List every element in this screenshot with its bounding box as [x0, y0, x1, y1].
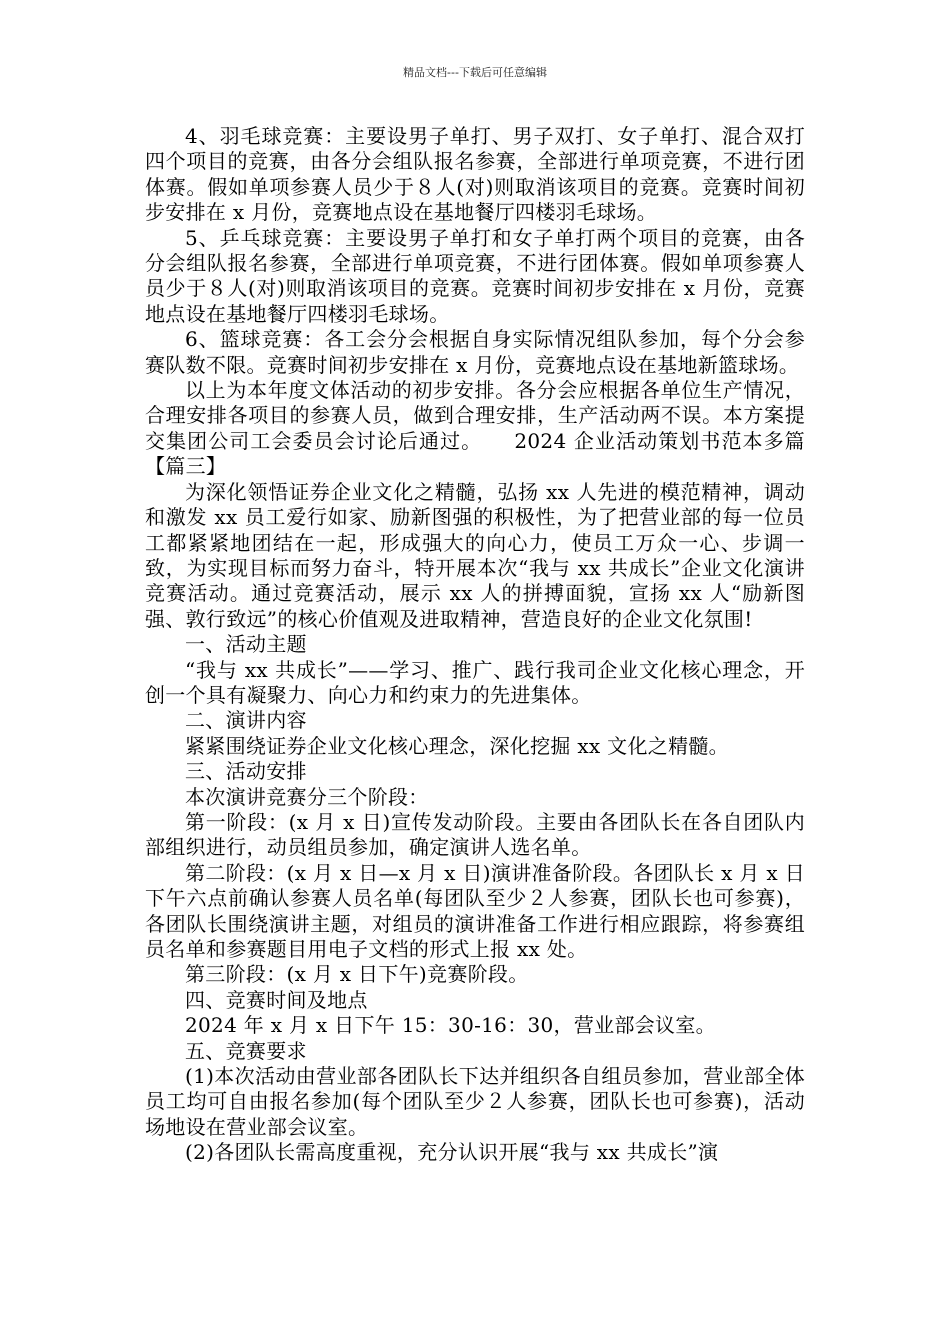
heading-speech-content: 二、演讲内容: [185, 708, 307, 733]
paragraph-speech-content: 紧紧围绕证券企业文化核心理念，深化挖掘 xx 文化之精髓。: [185, 733, 729, 758]
paragraph-table-tennis: 5、乒乓球竞赛：主要设男子单打和女子单打两个项目的竞赛，由各分会组队报名参赛，全部进行单项竞赛，不进行团体赛。假如单项参赛人员少于８人(对)则取消该项目的竞赛。竞赛时间初步安排在 x 月份，竞赛地点设在基地餐厅四楼羽毛球场。: [145, 225, 805, 326]
paragraph-badminton: 4、羽毛球竞赛：主要设男子单打、男子双打、女子单打、混合双打四个项目的竞赛，由各分会组队报名参赛，全部进行单项竞赛，不进行团体赛。假如单项参赛人员少于８人(对)则取消该项目的竞赛。竞赛时间初步安排在 x 月份，竞赛地点设在基地餐厅四楼羽毛球场。: [145, 124, 805, 225]
paragraph-intro: 为深化领悟证券企业文化之精髓，弘扬 xx 人先进的模范精神，调动和激发 xx 员工爱行如家、励新图强的积极性，为了把营业部的每一位员工都紧紧地团结在一起，形成强大的向心力，使员工万众一心、步调一致，为实现目标而努力奋斗，特开展本次“我与 xx 共成长”企业文化演讲竞赛活动。通过竞赛活动，展示 xx 人的拼搏面貌，宣扬 xx 人“励新图强、敦行致远”的核心价值观及进取精神，营造良好的企业文化氛围!: [145, 479, 805, 631]
paragraph-stage-2: 第二阶段：(x 月 x 日—x 月 x 日)演讲准备阶段。各团队长 x 月 x 日下午六点前确认参赛人员名单(每团队至少２人参赛，团队长也可参赛)，各团队长围绕演讲主题，对组员的演讲准备工作进行相应跟踪，将参赛组员名单和参赛题目用电子文档的形式上报 xx 处。: [145, 860, 805, 961]
paragraph-time-location: 2024 年 x 月 x 日下午 15：30-16：30，营业部会议室。: [185, 1013, 716, 1038]
paragraph-requirement-2: (2)各团队长需高度重视，充分认识开展“我与 xx 共成长”演: [185, 1140, 719, 1165]
page-header: 精品文档---下载后可任意编辑: [403, 66, 547, 79]
document-body: [145, 124, 805, 1166]
paragraph-basketball: 6、篮球竞赛：各工会分会根据自身实际情况组队参加，每个分会参赛队数不限。竞赛时间初步安排在 x 月份，竞赛地点设在基地新篮球场。: [145, 327, 805, 377]
heading-time-location: 四、竞赛时间及地点: [185, 987, 368, 1012]
paragraph-theme: “我与 xx 共成长”——学习、推广、践行我司企业文化核心理念，开创一个具有凝聚力、向心力和约束力的先进集体。: [145, 657, 805, 707]
paragraph-stages-intro: 本次演讲竞赛分三个阶段：: [185, 784, 429, 809]
paragraph-summary: 以上为本年度文体活动的初步安排。各分会应根据各单位生产情况，合理安排各项目的参赛人员，做到合理安排，生产活动两不误。本方案提交集团公司工会委员会讨论后通过。 2024 企业活动策划书范本多篇【篇三】: [145, 378, 805, 479]
paragraph-stage-1: 第一阶段：(x 月 x 日)宣传发动阶段。主要由各团队长在各自团队内部组织进行，动员组员参加，确定演讲人选名单。: [145, 809, 805, 860]
paragraph-stage-3: 第三阶段：(x 月 x 日下午)竞赛阶段。: [185, 962, 529, 987]
heading-activity-arrangement: 三、活动安排: [185, 759, 307, 784]
paragraph-requirement-1: (1)本次活动由营业部各团队长下达并组织各自组员参加，营业部全体员工均可自由报名参加(每个团队至少２人参赛，团队长也可参赛)，活动场地设在营业部会议室。: [145, 1064, 805, 1139]
heading-requirements: 五、竞赛要求: [185, 1038, 307, 1063]
heading-activity-theme: 一、活动主题: [185, 632, 307, 657]
